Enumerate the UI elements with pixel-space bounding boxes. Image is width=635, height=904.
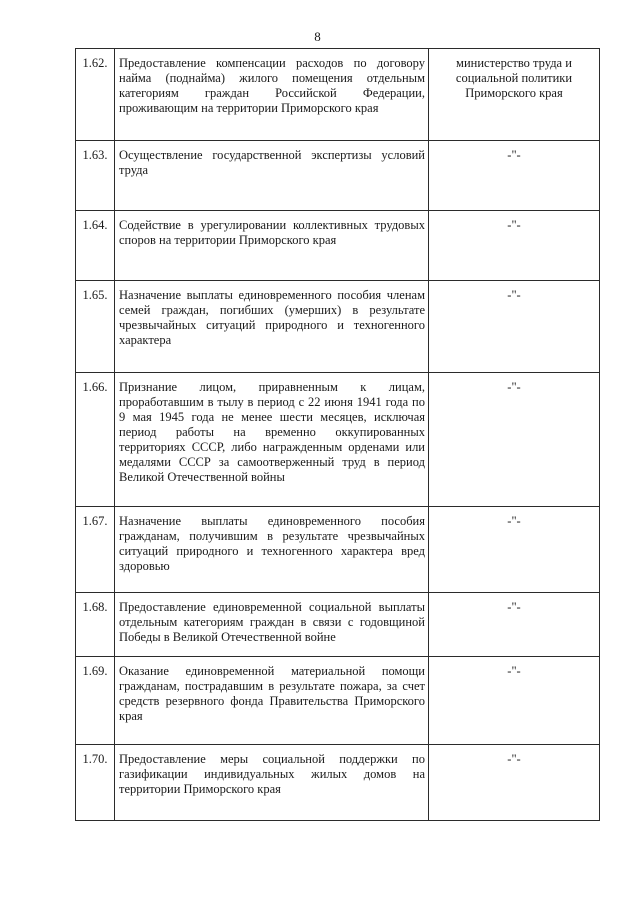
row-number: 1.65. [76,281,115,373]
row-authority: -"- [429,373,600,507]
table-row [76,657,600,745]
row-description-cell [115,373,429,507]
row-number: 1.62. [76,49,115,141]
row-description: Назначение выплаты единовременного пособия гражданам, получившим в результате чрезвычайных ситуаций природного и техногенного характера вред здоровью [119,514,425,573]
row-authority: -"- [429,141,600,211]
table-row [76,507,600,593]
row-description: Предоставление компенсации расходов по договору найма (поднайма) жилого помещения отдельным категориям граждан Российской Федерации, проживающим на территории Приморского края [119,56,425,115]
table-row [76,373,600,507]
row-authority: -"- [429,507,600,593]
row-authority: -"- [429,281,600,373]
row-authority: -"- [429,657,600,745]
services-table [75,48,600,821]
row-description: Предоставление меры социальной поддержки по газификации индивидуальных жилых домов на территории Приморского края [119,752,425,796]
row-authority: министерство труда и социальной политики Приморского края [429,49,600,141]
row-description: Осуществление государственной экспертизы условий труда [119,148,425,177]
table-row [76,745,600,821]
row-description-cell [115,657,429,745]
row-number: 1.67. [76,507,115,593]
row-number: 1.68. [76,593,115,657]
table-row [76,593,600,657]
row-description-cell [115,507,429,593]
page-number: 8 [314,29,321,44]
row-authority: -"- [429,593,600,657]
table-row [76,281,600,373]
table-body [76,49,600,821]
row-description: Предоставление единовременной социальной выплаты отдельным категориям граждан в связи с годовщиной Победы в Великой Отечественной войне [119,600,425,644]
row-description-cell [115,593,429,657]
row-number: 1.69. [76,657,115,745]
row-number: 1.63. [76,141,115,211]
row-authority: -"- [429,211,600,281]
row-description: Содействие в урегулировании коллективных трудовых споров на территории Приморского края [119,218,425,247]
table-row [76,49,600,141]
row-description-cell [115,211,429,281]
row-description-cell [115,141,429,211]
row-description: Назначение выплаты единовременного пособия членам семей граждан, погибших (умерших) в результате чрезвычайных ситуаций природного и техногенного характера [119,288,425,347]
table-row [76,211,600,281]
row-description-cell [115,745,429,821]
row-authority: -"- [429,745,600,821]
row-description-cell [115,49,429,141]
row-number: 1.64. [76,211,115,281]
row-description: Признание лицом, приравненным к лицам, проработавшим в тылу в период с 22 июня 1941 года по 9 мая 1945 года не менее шести месяцев, исключая период работы на временно оккупированных территориях СССР, либо награжденным орденами или медалями СССР за самоотверженный труд в период Великой Отечественной войны [119,380,425,484]
table-row [76,141,600,211]
row-description-cell [115,281,429,373]
row-number: 1.66. [76,373,115,507]
row-number: 1.70. [76,745,115,821]
row-description: Оказание единовременной материальной помощи гражданам, пострадавшим в результате пожара, за счет средств резервного фонда Правительства Приморского края [119,664,425,723]
